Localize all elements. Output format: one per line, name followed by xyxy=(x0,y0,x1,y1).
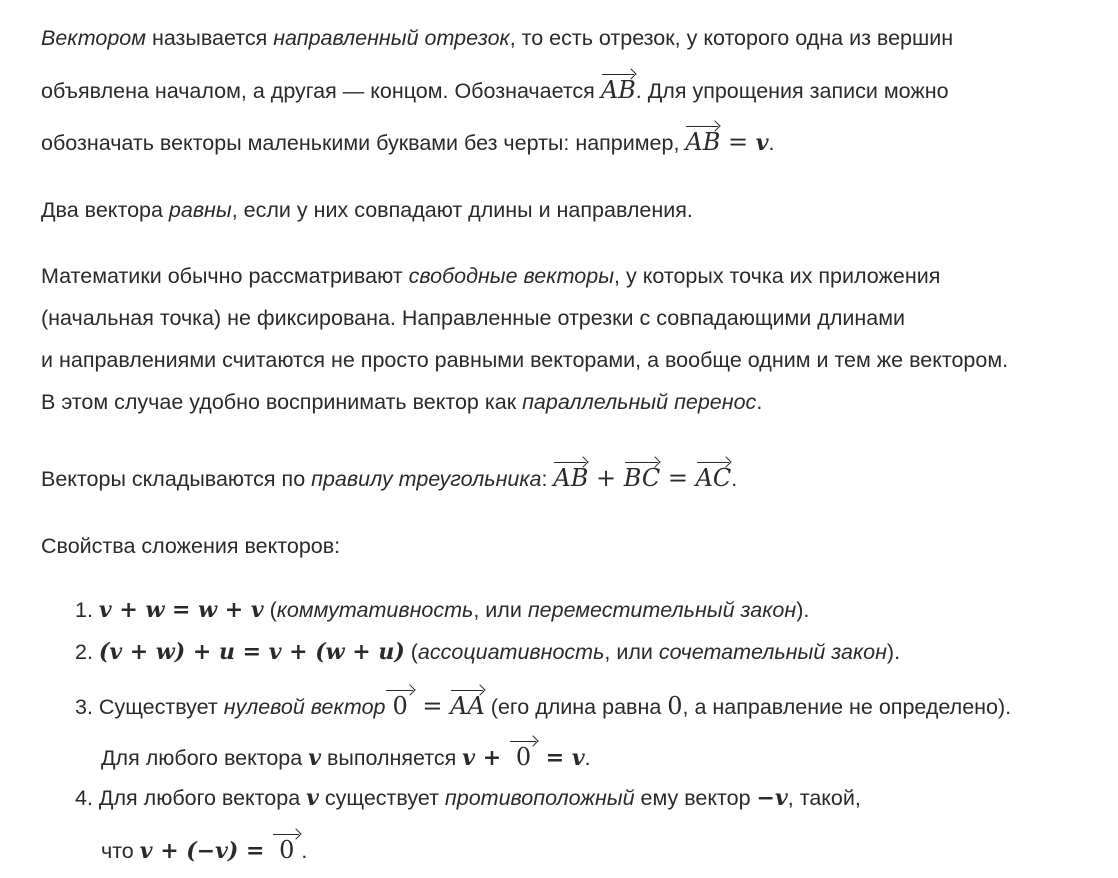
vector-ac: AC xyxy=(695,464,732,492)
text: что xyxy=(101,839,140,863)
p3-line-1 xyxy=(41,262,940,290)
term-commutativity: коммутативность xyxy=(276,598,474,622)
term-commutative-law: переместительный закон xyxy=(527,598,797,622)
p3-line-4 xyxy=(41,388,762,416)
zero-vector: 0 xyxy=(509,743,538,771)
zero-vector: 0 xyxy=(385,692,414,720)
text: существует xyxy=(318,786,445,810)
text: . xyxy=(731,467,738,491)
math-equals: = xyxy=(660,464,696,492)
list-item-4-continuation xyxy=(101,836,307,865)
text: . xyxy=(768,131,775,155)
zero-vector: 0 xyxy=(272,836,301,864)
p5-line: Свойства сложения векторов: xyxy=(41,534,341,558)
p3-line-3: и направлениями считаются не просто равными векторами, а вообще одним и тем же вектором. xyxy=(41,348,1009,372)
list-item-4 xyxy=(75,784,861,812)
vector-ab: AB xyxy=(600,76,636,104)
vector-aa: AA xyxy=(450,692,485,720)
text: называется xyxy=(145,26,274,50)
text: ). xyxy=(796,598,810,622)
math-equals-v: = v xyxy=(538,745,585,771)
list-number: 1. xyxy=(75,598,93,622)
text: ). xyxy=(886,640,901,664)
term-translation: параллельный перенос xyxy=(522,390,757,414)
term-vector: Вектором xyxy=(41,26,146,50)
vector-ab: AB xyxy=(685,128,721,156)
vector-bc: BC xyxy=(623,464,661,492)
text: , а направление не определено). xyxy=(682,695,1012,719)
term-associativity: ассоциативность xyxy=(417,640,605,664)
math-v: v xyxy=(308,745,321,771)
p1-line-2 xyxy=(41,76,949,105)
text: , если у них совпадают длины и направления. xyxy=(231,198,693,222)
term-equal: равны xyxy=(168,198,232,222)
math-equals: = xyxy=(414,692,451,720)
math-zero: 0 xyxy=(667,692,683,720)
text: , то есть отрезок, у которого одна из вершин xyxy=(509,26,954,50)
list-item-3 xyxy=(75,692,1011,721)
text: . xyxy=(584,746,591,770)
text: . xyxy=(301,839,308,863)
p2-line xyxy=(41,196,693,224)
term-associative-law: сочетательный закон xyxy=(658,640,887,664)
text: , или xyxy=(473,598,528,622)
p1-line-3 xyxy=(41,128,775,157)
text: . Для упрощения записи можно xyxy=(635,79,949,103)
text: В этом случае удобно воспринимать вектор как xyxy=(41,390,523,414)
math-v-plus-minus-v: v + (−v) = xyxy=(139,838,273,864)
term-directed-segment: направленный отрезок xyxy=(273,26,510,50)
math-v: v xyxy=(306,785,319,811)
math-equals: = xyxy=(720,128,756,156)
math-minus-v: −v xyxy=(756,785,788,811)
list-item-2 xyxy=(75,638,900,666)
math-v: v xyxy=(755,130,769,156)
text: . xyxy=(756,390,763,414)
text: : xyxy=(541,467,554,491)
p1-line-1 xyxy=(41,24,953,52)
math-commutative: v + w = w + v xyxy=(98,597,264,623)
text: , такой, xyxy=(787,786,861,810)
text: , у которых точка их приложения xyxy=(614,264,941,288)
p4-line xyxy=(41,464,737,493)
term-free-vectors: свободные векторы xyxy=(408,264,615,288)
list-number: 4. xyxy=(75,786,93,810)
text: объявлена началом, а другая — концом. Обозначается xyxy=(41,79,601,103)
text: Два вектора xyxy=(41,198,169,222)
term-opposite: противоположный xyxy=(444,786,635,810)
text: обозначать векторы маленькими буквами без черты: например, xyxy=(41,131,686,155)
p3-line-2: (начальная точка) не фиксирована. Направленные отрезки с совпадающими длинами xyxy=(41,306,905,330)
list-item-3-continuation xyxy=(101,743,591,772)
term-zero-vector: нулевой вектор xyxy=(223,695,386,719)
vector-ab: AB xyxy=(553,464,589,492)
text: ( xyxy=(263,598,277,622)
list-number: 3. xyxy=(75,695,93,719)
text: (его длина равна xyxy=(484,695,668,719)
text: Векторы складываются по xyxy=(41,467,312,491)
text: Для любого вектора xyxy=(101,746,309,770)
term-triangle-rule: правилу треугольника xyxy=(311,467,542,491)
text: выполняется xyxy=(321,746,463,770)
list-item-1 xyxy=(75,596,809,624)
text: Существует xyxy=(98,695,224,719)
math-plus: + xyxy=(588,464,624,492)
list-number: 2. xyxy=(75,640,93,664)
text: Для любого вектора xyxy=(98,786,307,810)
math-associative: (v + w) + u = v + (w + u) xyxy=(98,639,405,665)
text: ему вектор xyxy=(634,786,757,810)
text: , или xyxy=(604,640,659,664)
text: ( xyxy=(404,640,418,664)
text: Математики обычно рассматривают xyxy=(41,264,409,288)
math-v-plus: v + xyxy=(462,745,509,771)
